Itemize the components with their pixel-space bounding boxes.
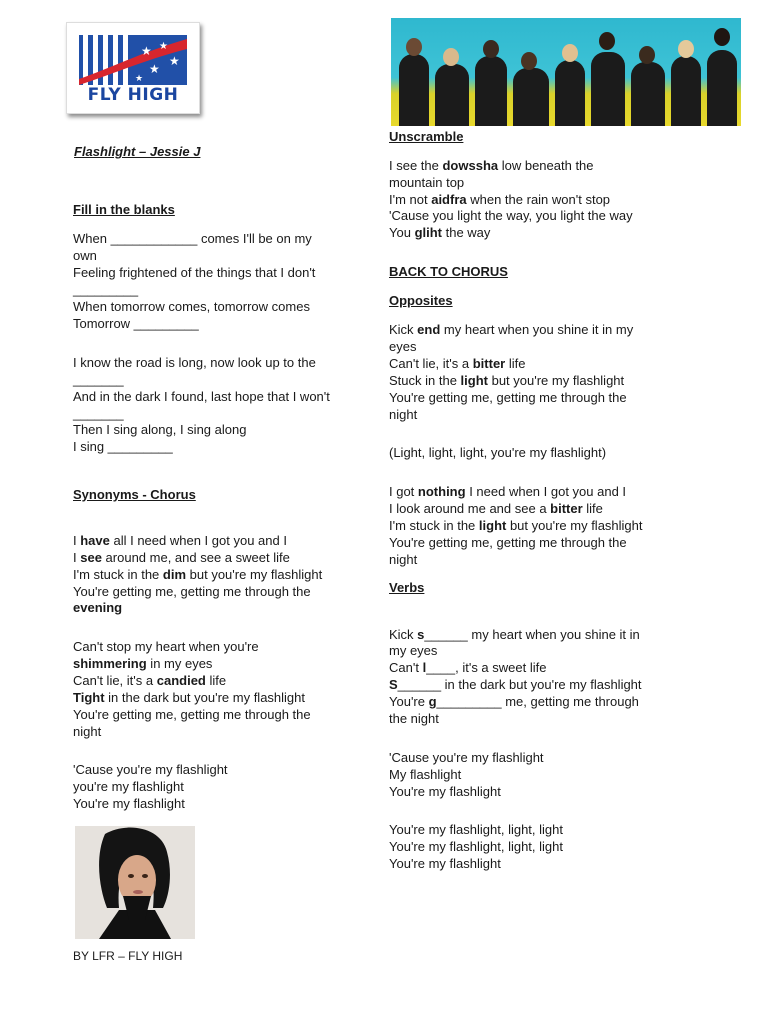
unscramble-line: I'm not aidfra when the rain won't stop [389, 192, 611, 207]
fill-line: When tomorrow comes, tomorrow comes [73, 299, 310, 314]
group-photo [391, 18, 741, 126]
unscramble-heading: Unscramble [389, 129, 464, 144]
opposite-line: You're getting me, getting me through the [389, 535, 627, 550]
fill-line: I know the road is long, now look up to the [73, 355, 316, 370]
verb-line: my eyes [389, 643, 438, 658]
fill-blanks-heading: Fill in the blanks [73, 202, 175, 217]
verb-line: My flashlight [389, 767, 462, 782]
verb-line: Can't l____, it's a sweet life [389, 660, 547, 675]
synonym-word: see [80, 550, 102, 565]
synonyms-heading: Synonyms - Chorus [73, 487, 196, 502]
opposite-line: Stuck in the light but you're my flashlight [389, 373, 625, 388]
verb-line: You're g_________ me, getting me through [389, 694, 639, 709]
fill-line: I sing _________ [73, 439, 173, 454]
opposite-line: I look around me and see a bitter life [389, 501, 603, 516]
opposite-line: I'm stuck in the light but you're my flashlight [389, 518, 643, 533]
flag-logo-icon [79, 35, 187, 85]
synonym-line: shimmering in my eyes [73, 656, 213, 671]
fill-line: And in the dark I found, last hope that I won't [73, 389, 330, 404]
synonym-line: I have all I need when I got you and I [73, 533, 287, 548]
synonym-word: shimmering [73, 656, 147, 671]
verb-hint: l [422, 660, 427, 675]
opposite-line: Kick end my heart when you shine it in my [389, 322, 634, 337]
fill-line: _________ [73, 282, 139, 297]
scrambled-word: dowssha [442, 158, 499, 173]
opposite-line: night [389, 552, 418, 567]
opposite-line: Can't lie, it's a bitter life [389, 356, 526, 371]
portrait-graphic [75, 826, 195, 939]
verb-line: You're my flashlight, light, light [389, 839, 563, 854]
synonym-line: You're getting me, getting me through the [73, 707, 311, 722]
verb-hint: S [389, 677, 398, 692]
unscramble-line: I see the dowssha low beneath the [389, 158, 594, 173]
opposite-line: night [389, 407, 418, 422]
opposite-word: bitter [550, 501, 583, 516]
unscramble-line: mountain top [389, 175, 465, 190]
synonym-line: 'Cause you're my flashlight [73, 762, 228, 777]
svg-text:★: ★ [141, 44, 152, 58]
flag-graphic [79, 35, 187, 85]
verb-hint: g [428, 694, 437, 709]
synonym-line: Tight in the dark but you're my flashlight [73, 690, 306, 705]
verb-line: the night [389, 711, 439, 726]
synonym-line: Can't lie, it's a candied life [73, 673, 227, 688]
verbs-heading: Verbs [389, 580, 425, 595]
verb-line: S______ in the dark but you're my flashlight [389, 677, 642, 692]
svg-text:★: ★ [149, 62, 160, 76]
scrambled-word: gliht [414, 225, 442, 240]
opposites-heading: Opposites [389, 293, 453, 308]
unscramble-line: You gliht the way [389, 225, 491, 240]
synonym-word: Tight [73, 690, 105, 705]
opposite-word: light [478, 518, 507, 533]
verb-line: You're my flashlight [389, 784, 501, 799]
synonym-line: you're my flashlight [73, 779, 184, 794]
verb-hint: s [417, 627, 425, 642]
svg-text:★: ★ [135, 73, 144, 83]
fill-line: When ____________ comes I'll be on my [73, 231, 312, 246]
fill-line: Tomorrow _________ [73, 316, 199, 331]
verb-line: You're my flashlight [389, 856, 501, 871]
fly-high-logo [66, 22, 200, 114]
synonym-word: have [80, 533, 110, 548]
byline: BY LFR – FLY HIGH [73, 949, 183, 963]
verb-line: 'Cause you're my flashlight [389, 750, 544, 765]
svg-text:★: ★ [169, 54, 180, 68]
fill-line: Feeling frightened of the things that I don't [73, 265, 316, 280]
synonym-line: You're my flashlight [73, 796, 185, 811]
opposite-line: I got nothing I need when I got you and I [389, 484, 627, 499]
synonym-word: evening [73, 600, 123, 615]
opposite-line: (Light, light, light, you're my flashlight) [389, 445, 607, 460]
opposite-word: light [460, 373, 488, 388]
opposite-line: eyes [389, 339, 417, 354]
verb-line: You're my flashlight, light, light [389, 822, 563, 837]
fill-line: Then I sing along, I sing along [73, 422, 247, 437]
verb-line: Kick s______ my heart when you shine it in [389, 627, 640, 642]
synonym-line: I see around me, and see a sweet life [73, 550, 290, 565]
fill-line: own [73, 248, 97, 263]
page-title: Flashlight – Jessie J [74, 144, 201, 159]
opposite-word: end [417, 322, 441, 337]
synonym-line: You're getting me, getting me through the [73, 584, 311, 599]
synonym-line: Can't stop my heart when you're [73, 639, 259, 654]
unscramble-line: 'Cause you light the way, you light the way [389, 208, 633, 223]
synonym-word: candied [156, 673, 206, 688]
scrambled-word: aidfra [431, 192, 467, 207]
logo-text: FLY HIGH [87, 85, 179, 105]
fill-line: _______ [73, 372, 124, 387]
opposite-line: You're getting me, getting me through the [389, 390, 627, 405]
synonym-line: I'm stuck in the dim but you're my flashlight [73, 567, 323, 582]
fill-line: _______ [73, 406, 124, 421]
opposite-word: bitter [472, 356, 506, 371]
synonym-line: night [73, 724, 102, 739]
singer-portrait [75, 826, 195, 939]
svg-text:★: ★ [159, 41, 168, 52]
opposite-word: nothing [417, 484, 466, 499]
back-to-chorus-heading: BACK TO CHORUS [389, 264, 508, 279]
synonym-word: dim [162, 567, 187, 582]
